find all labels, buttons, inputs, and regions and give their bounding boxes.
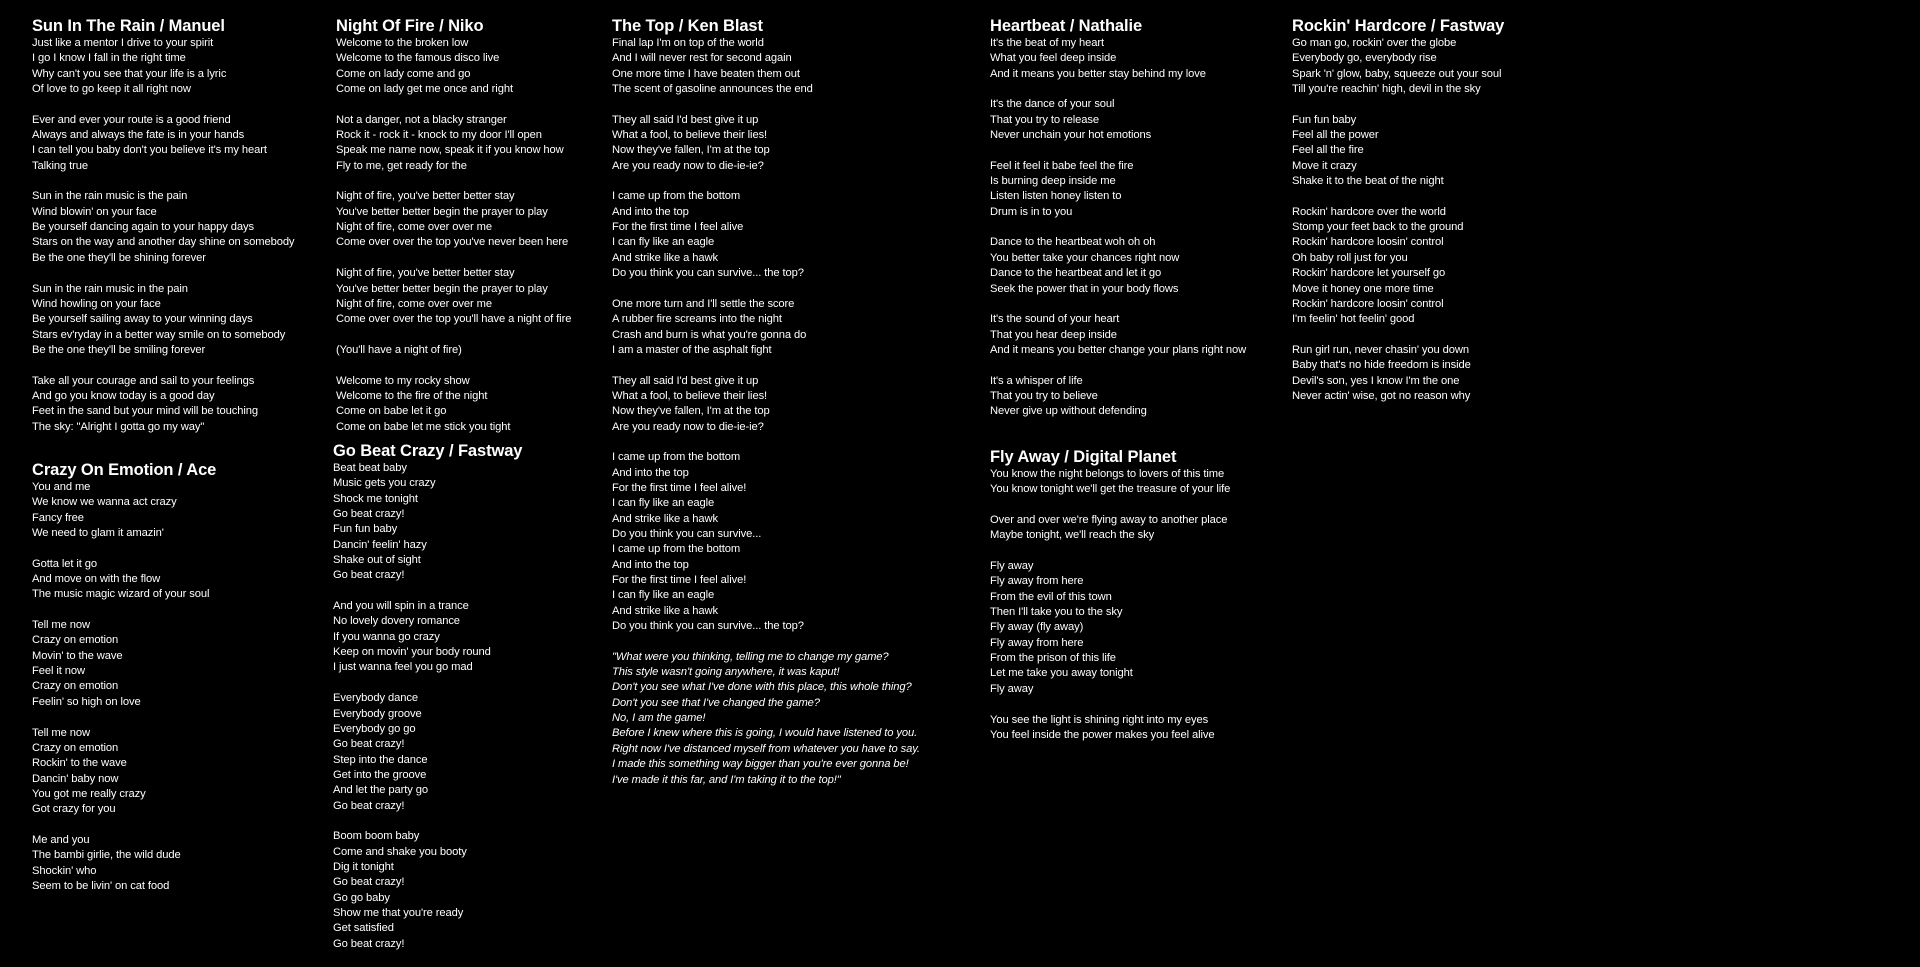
lyric-line: And it means you better stay behind my love [990, 67, 1206, 80]
lyric-line: Dance to the heartbeat woh oh oh [990, 236, 1156, 249]
lyric-stanza [336, 374, 571, 435]
lyric-line: Just like a mentor I drive to your spirit [32, 37, 214, 49]
lyric-line: I came up from the bottom [612, 190, 741, 203]
lyric-line: And let the party go [333, 784, 429, 797]
lyric-line: You got me really crazy [32, 787, 146, 800]
lyric-line: Speak me name now, speak it if you know how [336, 144, 564, 157]
lyric-line: I am a master of the asphalt fight [612, 343, 772, 356]
lyric-line: Step into the dance [333, 753, 428, 766]
lyric-line: Never give up without defending [990, 405, 1147, 418]
lyric-line: Be the one they'll be shining forever [32, 251, 206, 264]
lyric-line: Dance to the heartbeat and let it go [990, 267, 1162, 280]
lyric-stanza [1292, 205, 1504, 328]
lyric-line: Come on lady get me once and right [336, 83, 513, 96]
lyric-line: Run girl run, never chasin' you down [1292, 343, 1470, 356]
lyric-line: For the first time I feel alive [612, 221, 744, 234]
lyric-line: And into the top [612, 466, 689, 479]
lyric-line: Music gets you crazy [333, 477, 436, 490]
lyric-stanza [32, 113, 294, 174]
lyric-line: One more time I have beaten them out [612, 67, 800, 80]
lyric-line: Night of fire, you've better better stay [336, 267, 515, 280]
lyric-line: Let me take you away tonight [990, 667, 1133, 680]
lyric-line: You and me [32, 481, 91, 493]
lyric-stanza [32, 282, 294, 359]
lyric-line: No lovely dovery romance [333, 615, 460, 628]
lyric-line: Stars ev'ryday in a better way smile on to somebody [32, 328, 286, 341]
lyric-line: Dig it tonight [333, 860, 394, 873]
lyric-line: Everybody dance [333, 692, 418, 705]
lyric-line: I go I know I fall in the right time [32, 52, 186, 65]
lyric-stanza [1292, 36, 1504, 97]
lyric-line: Is burning deep inside me [990, 175, 1116, 188]
lyric-line: Tell me now [32, 726, 90, 739]
lyric-line: Rock it - rock it - knock to my door I'll open [336, 129, 542, 142]
lyric-line: Movin' to the wave [32, 649, 123, 662]
lyric-line: Go beat crazy! [333, 569, 405, 582]
lyric-line: Rockin' hardcore over the world [1292, 205, 1446, 218]
lyric-line: Do you think you can survive... the top? [612, 267, 804, 280]
lyric-line: Shock me tonight [333, 492, 418, 505]
lyric-line: Welcome to my rocky show [336, 374, 470, 387]
lyric-stanza [336, 36, 571, 97]
lyric-line: Get into the groove [333, 768, 427, 781]
lyric-line: That you hear deep inside [990, 328, 1117, 341]
lyric-line: Tell me now [32, 619, 90, 632]
lyric-line: Feel it feel it babe feel the fire [990, 159, 1134, 172]
lyric-line: And it means you better change your plans right now [990, 343, 1247, 356]
lyric-line: Be yourself dancing again to your happy days [32, 221, 254, 234]
lyric-line: Move it crazy [1292, 159, 1357, 172]
song-title: Rockin' Hardcore / Fastway [1292, 17, 1505, 35]
lyric-line: Rockin' to the wave [32, 757, 127, 770]
lyric-line: Sun in the rain music is the pain [32, 190, 188, 203]
lyric-stanza [990, 312, 1246, 358]
lyric-line: Fly to me, get ready for the [336, 159, 467, 172]
lyric-line: Come on lady come and go [336, 67, 471, 80]
lyric-line: Wind blowin' on your face [32, 205, 157, 218]
lyric-line: Crash and burn is what you're gonna do [612, 328, 807, 341]
lyric-line: Oh baby roll just for you [1292, 251, 1408, 264]
lyric-line: Never actin' wise, got no reason why [1292, 389, 1471, 402]
lyric-line: You know tonight we'll get the treasure of your life [990, 483, 1231, 496]
lyric-stanza [32, 726, 216, 818]
quote-line: "What were you thinking, telling me to change my game? [612, 650, 889, 663]
lyric-stanza [990, 467, 1230, 498]
lyric-line: Feelin' so high on love [32, 695, 141, 708]
lyric-line: And into the top [612, 558, 689, 571]
lyric-line: Fun fun baby [1292, 113, 1357, 126]
lyric-line: If you wanna go crazy [333, 630, 440, 643]
lyric-line: It's the beat of my heart [990, 37, 1105, 49]
lyric-line: Of love to go keep it all right now [32, 83, 191, 96]
quote-line: I've made it this far, and I'm taking it to the top!" [612, 773, 841, 786]
lyric-line: Come on babe let it go [336, 405, 447, 418]
lyric-line: I can tell you baby don't you believe it's my heart [32, 144, 267, 157]
lyric-line: Go beat crazy! [333, 738, 405, 751]
lyric-line: It's a whisper of life [990, 374, 1083, 387]
quote-line: Don't you see what I've done with this place, this whole thing? [612, 681, 912, 694]
lyric-line: Are you ready now to die-ie-ie? [612, 420, 764, 433]
lyric-line: That you try to release [990, 113, 1100, 126]
lyric-line: I can fly like an eagle [612, 236, 715, 249]
song-title: Crazy On Emotion / Ace [32, 461, 217, 479]
lyric-line: Keep on movin' your body round [333, 646, 491, 659]
song-go-beat-crazy [333, 441, 522, 967]
lyric-stanza [336, 343, 571, 358]
song-title: Heartbeat / Nathalie [990, 17, 1143, 35]
lyric-line: Baby that's no hide freedom is inside [1292, 359, 1471, 372]
lyric-line: Do you think you can survive... [612, 528, 762, 540]
lyric-line: The bambi girlie, the wild dude [32, 849, 181, 862]
lyric-line: Drum is in to you [990, 205, 1073, 218]
lyric-line: From the prison of this life [990, 652, 1116, 665]
lyric-stanza [612, 36, 920, 97]
lyric-line: I'm feelin' hot feelin' good [1292, 313, 1415, 326]
lyric-line: Now they've fallen, I'm at the top [612, 144, 770, 157]
lyric-line: We need to glam it amazin' [32, 527, 164, 540]
lyric-line: Shake it to the beat of the night [1292, 175, 1444, 188]
lyric-stanza [990, 97, 1246, 143]
lyric-line: Rockin' hardcore loosin' control [1292, 297, 1444, 310]
lyric-stanza [333, 691, 522, 814]
lyric-line: They all said I'd best give it up [612, 113, 759, 126]
lyric-line: Feel it now [32, 665, 85, 678]
lyric-line: I just wanna feel you go mad [333, 661, 473, 674]
quote-line: Don't you see that I've changed the game? [612, 696, 820, 709]
lyric-line: For the first time I feel alive! [612, 574, 747, 587]
lyric-line: Come over over the top you'll have a night of fire [336, 313, 572, 326]
lyric-line: Over and over we're flying away to another place [990, 514, 1228, 527]
lyric-line: Fly away (fly away) [990, 621, 1084, 634]
lyric-stanza [336, 266, 571, 327]
lyric-line: Seek the power that in your body flows [990, 282, 1179, 295]
lyric-line: I can fly like an eagle [612, 589, 715, 602]
lyric-line: And you will spin in a trance [333, 600, 469, 613]
song-the-top [612, 16, 920, 803]
lyric-line: (You'll have a night of fire) [336, 343, 462, 356]
lyric-line: Come over over the top you've never been here [336, 236, 569, 249]
song-night-of-fire [336, 16, 571, 450]
lyric-stanza [333, 829, 522, 952]
song-rockin-hardcore [1292, 16, 1504, 420]
lyric-line: Rockin' hardcore loosin' control [1292, 236, 1444, 249]
lyric-line: Seem to be livin' on cat food [32, 879, 170, 892]
lyric-stanza [32, 480, 216, 541]
lyric-line: Do you think you can survive... the top? [612, 620, 804, 633]
lyric-stanza [990, 713, 1230, 744]
lyric-stanza [990, 235, 1246, 296]
lyric-line: Beat beat baby [333, 462, 407, 474]
lyric-line: Final lap I'm on top of the world [612, 37, 764, 49]
lyric-line: You've better better begin the prayer to play [336, 205, 548, 218]
lyric-line: Shake out of sight [333, 554, 421, 567]
lyric-line: Wind howling on your face [32, 297, 161, 310]
lyric-line: Stomp your feet back to the ground [1292, 221, 1464, 234]
quote-line: Right now I've distanced myself from whatever you have to say. [612, 742, 920, 755]
lyric-stanza [612, 113, 920, 174]
lyric-stanza [32, 833, 216, 894]
lyric-stanza [32, 36, 294, 97]
lyric-line: Till you're reachin' high, devil in the sky [1292, 83, 1481, 96]
lyric-line: Fancy free [32, 511, 84, 524]
lyric-line: And move on with the flow [32, 573, 161, 586]
lyric-line: Maybe tonight, we'll reach the sky [990, 529, 1155, 542]
lyric-line: Move it honey one more time [1292, 282, 1434, 295]
lyric-line: Be yourself sailing away to your winning days [32, 313, 253, 326]
lyric-line: Night of fire, come over over me [336, 297, 492, 310]
lyric-line: Ever and ever your route is a good friend [32, 113, 231, 126]
lyric-line: What a fool, to believe their lies! [612, 129, 768, 142]
song-title: The Top / Ken Blast [612, 17, 763, 35]
lyric-line: The sky: "Alright I gotta go my way" [32, 420, 205, 433]
lyric-line: Night of fire, you've better better stay [336, 190, 515, 203]
lyric-line: Go beat crazy! [333, 799, 405, 812]
lyric-line: Stars on the way and another day shine on somebody [32, 236, 295, 249]
song-title: Go Beat Crazy / Fastway [333, 442, 523, 460]
lyric-line: And into the top [612, 205, 689, 218]
lyric-stanza [612, 189, 920, 281]
song-sun-in-the-rain [32, 16, 294, 450]
lyric-line: Feel all the fire [1292, 144, 1364, 157]
lyric-line: Dancin' feelin' hazy [333, 538, 427, 551]
song-title: Fly Away / Digital Planet [990, 448, 1177, 466]
lyric-line: Fly away from here [990, 636, 1084, 649]
lyric-line: And strike like a hawk [612, 604, 718, 617]
lyric-line: Why can't you see that your life is a lyric [32, 67, 227, 80]
lyric-line: Go beat crazy! [333, 508, 405, 521]
lyric-stanza [32, 189, 294, 266]
lyric-line: Sun in the rain music in the pain [32, 282, 188, 295]
lyric-line: Fly away [990, 560, 1034, 573]
lyric-stanza [990, 374, 1246, 420]
lyric-stanza [32, 557, 216, 603]
lyric-line: Go beat crazy! [333, 876, 405, 889]
lyric-line: Take all your courage and sail to your feelings [32, 374, 255, 387]
lyric-line: Spark 'n' glow, baby, squeeze out your soul [1292, 67, 1502, 80]
lyric-line: Now they've fallen, I'm at the top [612, 405, 770, 418]
lyric-line: You better take your chances right now [990, 251, 1180, 264]
lyric-line: Come on babe let me stick you tight [336, 420, 511, 433]
lyric-line: We know we wanna act crazy [32, 496, 177, 509]
lyric-stanza [612, 297, 920, 358]
lyric-line: And I will never rest for second again [612, 52, 792, 65]
lyric-line: Be the one they'll be smiling forever [32, 343, 206, 356]
quote-line: This style wasn't going anywhere, it was kaput! [612, 666, 840, 679]
lyric-line: It's the dance of your soul [990, 98, 1115, 111]
lyric-line: A rubber fire screams into the night [612, 313, 782, 326]
lyric-line: I came up from the bottom [612, 543, 741, 556]
lyric-line: Get satisfied [333, 922, 394, 935]
lyric-line: Talking true [32, 159, 89, 172]
lyric-stanza [990, 159, 1246, 220]
lyric-line: From the evil of this town [990, 590, 1112, 603]
lyric-line: You see the light is shining right into my eyes [990, 713, 1209, 726]
lyric-line: Everybody groove [333, 707, 422, 720]
lyric-line: Everybody go go [333, 722, 416, 735]
lyric-line: They all said I'd best give it up [612, 374, 759, 387]
lyric-line: Feet in the sand but your mind will be touching [32, 405, 259, 418]
lyric-line: And go you know today is a good day [32, 389, 215, 402]
lyric-line: Fly away from here [990, 575, 1084, 588]
lyric-line: Crazy on emotion [32, 741, 119, 754]
lyric-line: Not a danger, not a blacky stranger [336, 113, 507, 126]
lyric-line: Rockin' hardcore let yourself go [1292, 267, 1446, 280]
lyric-line: Crazy on emotion [32, 680, 119, 693]
lyric-line: Boom boom baby [333, 830, 420, 843]
lyric-line: Welcome to the famous disco live [336, 52, 500, 65]
lyric-line: Gotta let it go [32, 557, 98, 570]
lyric-line: Devil's son, yes I know I'm the one [1292, 374, 1460, 387]
lyric-stanza [336, 189, 571, 250]
lyric-line: Go go baby [333, 891, 390, 904]
lyric-stanza [612, 450, 920, 634]
lyric-stanza [1292, 343, 1504, 404]
lyric-stanza [333, 599, 522, 676]
song-heartbeat [990, 16, 1246, 435]
lyric-line: Fun fun baby [333, 523, 398, 536]
lyric-line: Listen listen honey listen to [990, 190, 1122, 203]
lyric-line: What a fool, to believe their lies! [612, 389, 768, 402]
quote-line: No, I am the game! [612, 712, 706, 725]
quote-line: I made this something way bigger than you're ever gonna be! [612, 758, 909, 771]
lyric-line: Fly away [990, 682, 1034, 695]
lyric-line: The music magic wizard of your soul [32, 588, 210, 601]
lyric-line: And strike like a hawk [612, 512, 718, 525]
lyric-line: You feel inside the power makes you feel alive [990, 728, 1215, 741]
lyric-stanza [612, 374, 920, 435]
lyric-line: What you feel deep inside [990, 52, 1117, 65]
lyric-stanza [32, 618, 216, 710]
song-title: Night Of Fire / Niko [336, 17, 484, 35]
song-fly-away [990, 447, 1230, 759]
lyric-line: Come and shake you booty [333, 845, 467, 858]
lyric-line: Night of fire, come over over me [336, 221, 492, 234]
lyric-line: Crazy on emotion [32, 634, 119, 647]
lyric-line: Welcome to the broken low [336, 37, 469, 49]
lyric-line: Are you ready now to die-ie-ie? [612, 159, 764, 172]
lyric-stanza [333, 461, 522, 584]
lyric-line: That you try to believe [990, 389, 1098, 402]
lyric-line: Then I'll take you to the sky [990, 606, 1123, 619]
lyric-line: Welcome to the fire of the night [336, 389, 488, 402]
lyric-line: Me and you [32, 833, 90, 846]
lyric-stanza [1292, 113, 1504, 190]
lyric-stanza [990, 513, 1230, 544]
lyric-line: Dancin' baby now [32, 772, 119, 785]
lyric-line: It's the sound of your heart [990, 313, 1120, 326]
lyric-line: Feel all the power [1292, 129, 1379, 142]
quote-line: Before I knew where this is going, I would have listened to you. [612, 727, 918, 740]
lyric-line: I can fly like an eagle [612, 497, 715, 510]
lyric-line: You know the night belongs to lovers of this time [990, 468, 1225, 480]
lyric-line: Everybody go, everybody rise [1292, 52, 1437, 65]
lyric-line: Go beat crazy! [333, 937, 405, 950]
lyric-line: Always and always the fate is in your hands [32, 129, 245, 142]
lyric-line: And strike like a hawk [612, 251, 718, 264]
song-crazy-on-emotion [32, 460, 216, 910]
lyric-line: Never unchain your hot emotions [990, 129, 1152, 142]
lyric-line: Shockin' who [32, 864, 97, 877]
lyric-line: I came up from the bottom [612, 451, 741, 464]
lyric-line: Go man go, rockin' over the globe [1292, 37, 1457, 49]
lyric-stanza [990, 36, 1246, 82]
lyric-stanza [32, 374, 294, 435]
song-title: Sun In The Rain / Manuel [32, 17, 225, 35]
lyric-line: Show me that you're ready [333, 906, 464, 919]
lyric-line: The scent of gasoline announces the end [612, 83, 813, 96]
lyric-line: You've better better begin the prayer to play [336, 282, 548, 295]
lyric-line: For the first time I feel alive! [612, 481, 747, 494]
lyric-stanza [336, 113, 571, 174]
lyric-line: Got crazy for you [32, 803, 116, 816]
lyric-stanza [990, 559, 1230, 697]
lyric-line: One more turn and I'll settle the score [612, 297, 795, 310]
quote-block [612, 650, 920, 788]
